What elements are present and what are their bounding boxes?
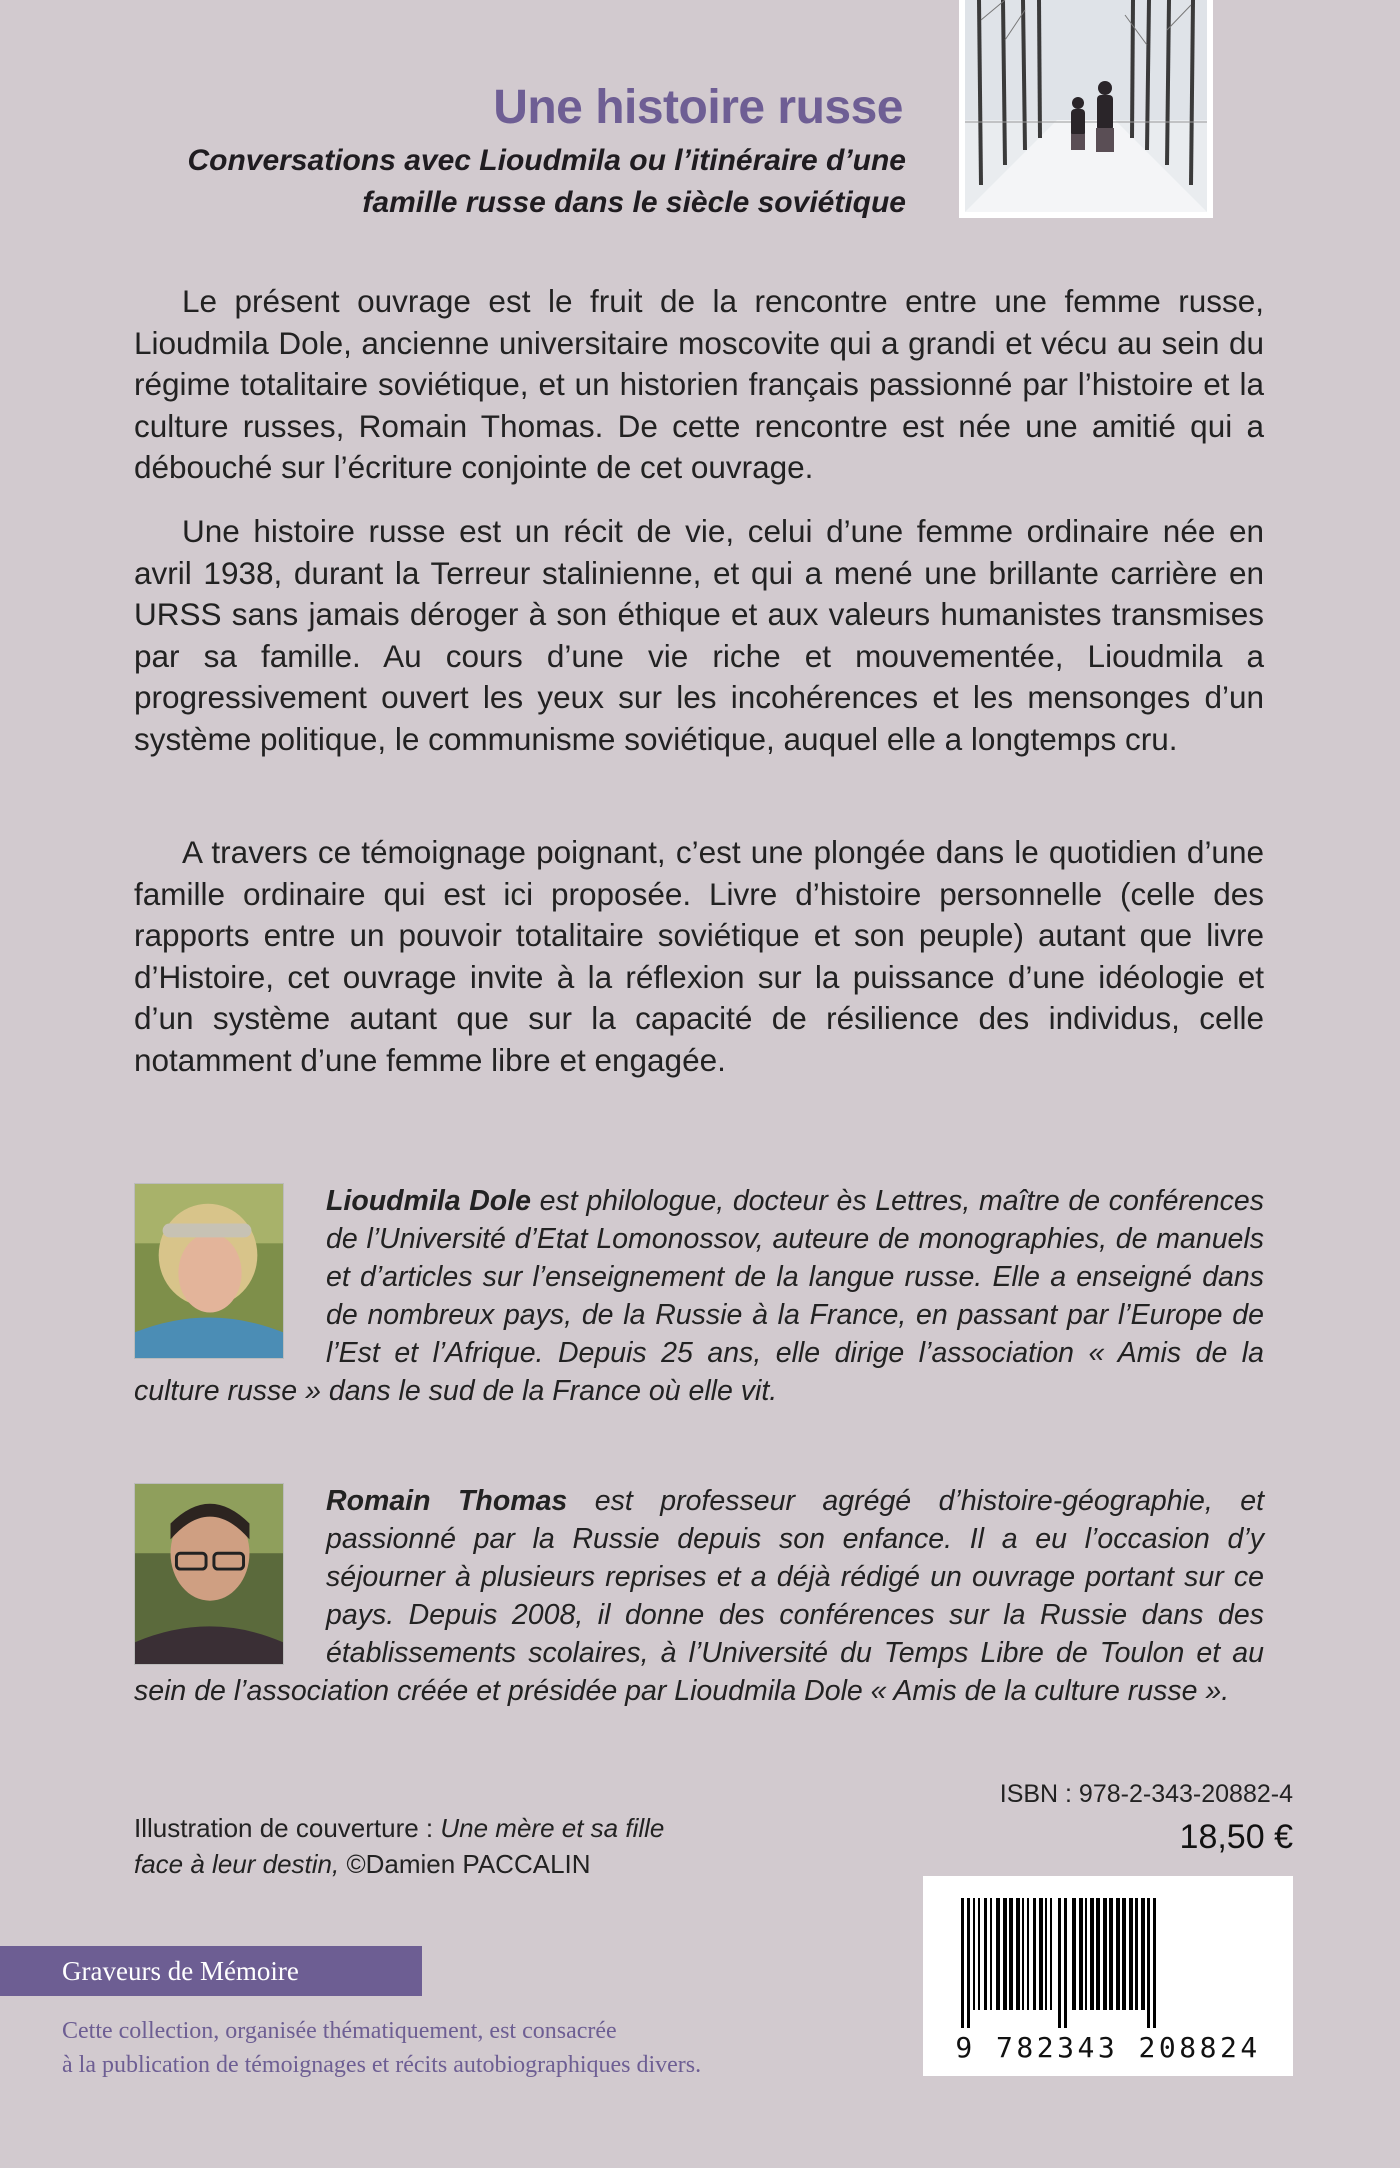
book-subtitle: Conversations avec Lioudmila ou l’itinéraire d’une famille russe dans le siècle soviétique [187, 144, 906, 219]
barcode-bar [990, 1898, 992, 2010]
barcode-bars [923, 1876, 1293, 2036]
barcode-bar [1039, 1898, 1043, 2010]
author-bio-romain: Romain Thomas est professeur agrégé d’histoire-géographie, et passionné par la Russie depuis son enfance. Il a eu l’occasion d’y séjourner à plusieurs reprises et a déjà rédigé un ouvrage portant sur ce pays. Depuis 2008, il donne des conférences sur la Russie dans des établissements scolaires, à l’Université du Temps Libre de Toulon et au sein de l’association créée et présidée par Lioudmila Dole « Amis de la culture russe ». [134, 1485, 1264, 1707]
barcode-bar [1027, 1898, 1029, 2010]
barcode-bar [984, 1898, 987, 2010]
summary-paragraph-3: A travers ce témoignage poignant, c’est une plongée dans le quotidien d’une famille ordinaire qui est ici proposée. Livre d’histoire personnelle (celle des rapports entre un pouvoir totalitaire soviétique et son peuple) autant que livre d’Histoire, cet ouvrage invite à la réflexion sur la puissance d’une idéologie et d’un système autant que sur la capacité de résilience des individus, celle notamment d’une femme libre et engagée. [134, 834, 1264, 1078]
barcode-bar [1064, 1898, 1067, 2028]
barcode-bar [1109, 1898, 1113, 2010]
barcode-bar [973, 1898, 975, 2010]
barcode-bar [1116, 1898, 1120, 2010]
collection-name: Graveurs de Mémoire [0, 1946, 422, 1996]
barcode-bar [1141, 1898, 1145, 2010]
author-name-romain: Romain Thomas [326, 1485, 568, 1517]
cover-photo [959, 0, 1213, 218]
barcode-bar [1103, 1898, 1107, 2010]
barcode-bar [1045, 1898, 1047, 2010]
barcode-bar [1050, 1898, 1052, 2010]
barcode-bar [1129, 1898, 1133, 2010]
barcode-bar [1016, 1898, 1020, 2010]
barcode-bar [961, 1898, 964, 2028]
barcode-bar [1096, 1898, 1100, 2010]
barcode-bar [1147, 1898, 1150, 2028]
price: 18,50 € [1179, 1818, 1293, 1856]
barcode-bar [978, 1898, 980, 2010]
author-bio-lioudmila: Lioudmila Dole est philologue, docteur ès Lettres, maître de conférences de l’Université d’Etat Lomonossov, auteure de monographies, de manuels et d’articles sur l’enseignement de la langue russe. Elle a enseigné dans de nombreux pays, de la Russie à la France, en passant par l’Europe de l’Est et l’Afrique. Depuis 25 ans, elle dirige l’association « Amis de la culture russe » dans le sud de la France où elle vit. [134, 1185, 1265, 1407]
barcode-bar [1009, 1898, 1013, 2010]
barcode-bar [1022, 1898, 1024, 2010]
barcode-bar [1072, 1898, 1076, 2010]
author-name-lioudmila: Lioudmila Dole [326, 1185, 531, 1217]
isbn-number: ISBN : 978-2-343-20882-4 [999, 1780, 1293, 1808]
barcode-bar [967, 1898, 970, 2028]
barcode [923, 1876, 1293, 2076]
barcode-bar [1122, 1898, 1126, 2010]
cover-illustration-credit: Illustration de couverture : Une mère et sa fille face à leur destin, ©Damien PACCALIN [134, 1813, 665, 1879]
summary-paragraph-2: Une histoire russe est un récit de vie, celui d’une femme ordinaire née en avril 1938, durant la Terreur stalinienne, et qui a mené une brillante carrière en URSS sans jamais déroger à son éthique et aux valeurs humanistes transmises par sa famille. Au cours d’une vie riche et mouvementée, Lioudmila a progressivement ouvert les yeux sur les incohérences et les mensonges d’un système politique, le communisme soviétique, auquel elle a longtemps cru. [134, 513, 1264, 757]
barcode-bar [1085, 1898, 1087, 2010]
barcode-bar [1079, 1898, 1083, 2010]
barcode-bar [1090, 1898, 1094, 2010]
book-title: Une histoire russe [493, 81, 903, 134]
barcode-bar [1153, 1898, 1156, 2028]
barcode-bar [1033, 1898, 1036, 2010]
barcode-bar [996, 1898, 1000, 2010]
barcode-digits: 9 782343 208824 [955, 2031, 1261, 2064]
collection-description: Cette collection, organisée thématiquement, est consacrée à la publication de témoignages et récits autobiographiques divers. [62, 2018, 702, 2078]
winter-scene-image [965, 0, 1207, 212]
barcode-bar [1003, 1898, 1007, 2010]
barcode-bar [1058, 1898, 1061, 2028]
barcode-bar [1135, 1898, 1138, 2010]
summary-paragraph-1: Le présent ouvrage est le fruit de la rencontre entre une femme russe, Lioudmila Dole, ancienne universitaire moscovite qui a grandi et vécu au sein du régime totalitaire soviétique, et un historien français passionné par l’histoire et la culture russes, Romain Thomas. De cette rencontre est née une amitié qui a débouché sur l’écriture conjointe de cet ouvrage. [134, 283, 1264, 485]
